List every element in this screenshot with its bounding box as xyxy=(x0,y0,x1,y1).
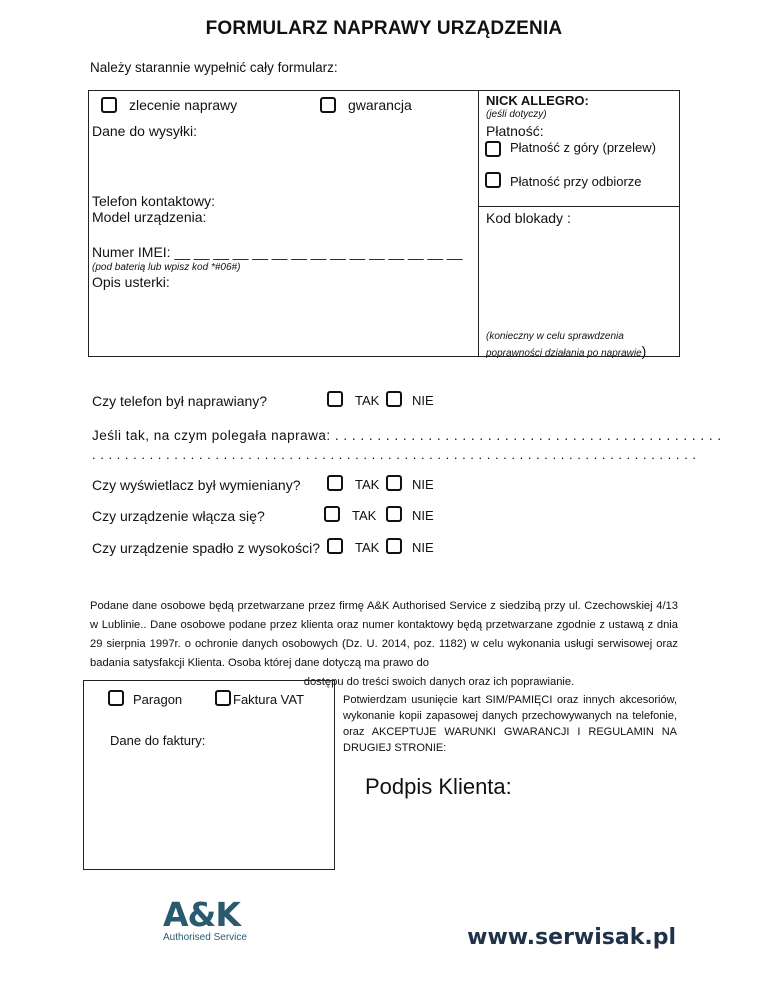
warranty-label: gwarancja xyxy=(348,97,412,113)
receipt-label: Paragon xyxy=(133,692,183,707)
data-protection-notice xyxy=(90,597,678,692)
display-no-label: NIE xyxy=(412,477,434,492)
powers-on-yes-checkbox[interactable] xyxy=(324,506,340,522)
payment-cod-label: Płatność przy odbiorze xyxy=(510,174,642,189)
logo-mark-icon xyxy=(162,896,272,946)
vat-invoice-label: Faktura VAT xyxy=(233,692,305,707)
question-repaired: Czy telefon był naprawiany? xyxy=(92,393,268,409)
imei-field[interactable]: Numer IMEI: __ __ __ __ __ __ __ __ __ __ __ __ __ __ __ xyxy=(92,244,463,260)
fault-label: Opis usterki: xyxy=(92,274,170,290)
signature-label: Podpis Klienta: xyxy=(365,774,512,799)
repaired-yes-label: TAK xyxy=(355,393,380,408)
payment-label: Płatność: xyxy=(486,123,544,139)
shipping-data-label: Dane do wysyłki: xyxy=(92,123,198,139)
dropped-no-checkbox[interactable] xyxy=(386,538,402,554)
lock-hint-paren: ) xyxy=(641,343,647,359)
display-yes-checkbox[interactable] xyxy=(327,475,343,491)
right-row-divider xyxy=(478,206,680,207)
company-logo xyxy=(162,896,272,951)
repair-description-line2[interactable]: . . . . . . . . . . . . . . . . . . . . . . . . . . . . . . . . . . . . . . . . . . . . . . . . . . . . . . . . . . . . . . . . . . . . . . . . . . xyxy=(92,447,697,462)
question-dropped: Czy urządzenie spadło z wysokości? xyxy=(92,540,320,556)
invoice-box xyxy=(83,680,335,870)
intro-text: Należy starannie wypełnić cały formularz: xyxy=(90,60,338,75)
repair-description-line1[interactable]: Jeśli tak, na czym polegała naprawa: . . . . . . . . . . . . . . . . . . . . . . . . . . . . . . . . . . . . . . . . . . . . . . xyxy=(92,428,722,443)
dropped-yes-label: TAK xyxy=(355,540,380,555)
page-title: FORMULARZ NAPRAWY URZĄDZENIA xyxy=(205,18,563,39)
logo-subtitle: Authorised Service xyxy=(163,932,247,943)
warranty-checkbox[interactable] xyxy=(320,97,336,113)
imei-hint: (pod baterią lub wpisz kod *#06#) xyxy=(92,262,241,273)
repaired-no-label: NIE xyxy=(412,393,434,408)
confirmation-text: Potwierdzam usunięcie kart SIM/PAMIĘCI oraz innych akcesoriów, wykonanie kopii zapasowej danych przechowywanych na telefonie, oraz AKCEPTUJE WARUNKI GWARANCJI I REGULAMIN NA DRUGIEJ STRONIE: xyxy=(343,694,677,754)
lock-code-label: Kod blokady : xyxy=(486,210,571,226)
repaired-no-checkbox[interactable] xyxy=(386,391,402,407)
payment-prepaid-checkbox[interactable] xyxy=(485,141,501,157)
repaired-yes-checkbox[interactable] xyxy=(327,391,343,407)
right-column-divider xyxy=(478,90,479,357)
payment-cod-checkbox[interactable] xyxy=(485,172,501,188)
question-display: Czy wyświetlacz był wymieniany? xyxy=(92,477,301,493)
lock-hint-text: poprawności działania po naprawie xyxy=(486,348,642,359)
dropped-yes-checkbox[interactable] xyxy=(327,538,343,554)
website-url[interactable]: www.serwisak.pl xyxy=(467,925,676,950)
payment-prepaid-label: Płatność z góry (przelew) xyxy=(510,140,656,155)
lock-hint-line1: (konieczny w celu sprawdzenia xyxy=(486,331,624,342)
powers-on-yes-label: TAK xyxy=(352,508,377,523)
nick-hint: (jeśli dotyczy) xyxy=(486,109,547,120)
display-yes-label: TAK xyxy=(355,477,380,492)
display-no-checkbox[interactable] xyxy=(386,475,402,491)
notice-main-text: Podane dane osobowe będą przetwarzane przez firmę A&K Authorised Service z siedzibą przy ul. Czechowskiej 4/13 w Lublinie.. Dane osobowe podane przez klienta oraz numer kontaktowy będą przetwarzane zgodnie z ustawą z dnia 29 sierpnia 1997r. o ochronie danych osobowych (Dz. U. 2014, poz. 1182) w celu wykonania usługi serwisowej oraz badania satysfakcji Klienta. Osoba której dane dotyczą ma prawo do xyxy=(90,600,678,669)
repair-order-checkbox[interactable] xyxy=(101,97,117,113)
repair-order-label: zlecenie naprawy xyxy=(129,97,238,113)
lock-hint-line2 xyxy=(486,343,646,361)
dropped-no-label: NIE xyxy=(412,540,434,555)
logo-mark-text: A&K xyxy=(163,896,240,934)
receipt-checkbox[interactable] xyxy=(108,690,124,706)
phone-label: Telefon kontaktowy: xyxy=(92,193,215,209)
model-label: Model urządzenia: xyxy=(92,209,207,225)
question-powers-on: Czy urządzenie włącza się? xyxy=(92,508,265,524)
vat-invoice-checkbox[interactable] xyxy=(215,690,231,706)
nick-label: NICK ALLEGRO: xyxy=(486,93,589,108)
powers-on-no-checkbox[interactable] xyxy=(386,506,402,522)
invoice-data-label: Dane do faktury: xyxy=(110,733,206,748)
powers-on-no-label: NIE xyxy=(412,508,434,523)
notice-last-line: dostępu do treści swoich danych oraz ich poprawianie. xyxy=(303,676,575,688)
